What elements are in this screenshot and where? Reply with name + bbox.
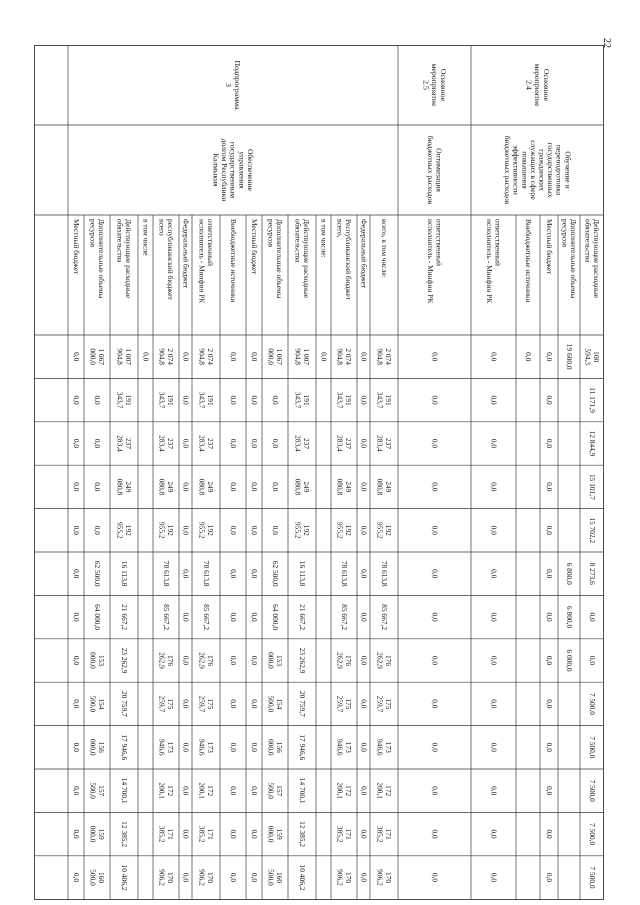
- cell-value: 0,0: [544, 742, 554, 752]
- header-value: 7 500,0: [587, 736, 597, 759]
- cell-value: 78 613,8: [201, 560, 211, 587]
- cell-value: 62 500,0: [92, 560, 102, 587]
- cell-value: 12 385,2: [297, 821, 307, 848]
- cell-value: 191343,7: [115, 391, 133, 409]
- cell-value: 0,0: [249, 569, 259, 579]
- cell-value: 0,0: [359, 872, 369, 883]
- cell-value: 0,0: [249, 438, 259, 449]
- cell-value: 237283,4: [375, 435, 393, 452]
- cell-value: 0,0: [489, 438, 499, 449]
- row-label: Федеральный бюджет: [181, 219, 191, 289]
- cell-value: 0,0: [228, 742, 238, 752]
- cell-value: 171385,2: [335, 825, 353, 843]
- row-label: ответственныйисполнитель - Минфин РК: [197, 219, 215, 304]
- row-label: Дополнительные объемыресурсов: [88, 219, 106, 299]
- cell-value: 0,0: [544, 655, 554, 666]
- cell-value: 192955,2: [335, 521, 353, 539]
- cell-value: 159000,0: [266, 825, 284, 843]
- cell-value: 0,0: [71, 438, 81, 449]
- cell-value: 0,0: [544, 482, 554, 492]
- cell-value: 0,0: [228, 352, 238, 362]
- cell-value: 192955,2: [197, 521, 215, 539]
- cell-value: 0,0: [544, 786, 554, 796]
- cell-value: 0,0: [489, 395, 499, 405]
- header-value: 0,0: [587, 612, 597, 622]
- cell-value: 0,0: [249, 395, 259, 405]
- cell-value: 249080,8: [335, 478, 353, 496]
- cell-value: 191343,7: [157, 391, 175, 409]
- cell-value: 0,0: [71, 742, 81, 752]
- section-code: Подпрограмма3: [224, 60, 242, 110]
- cell-value: 0,0: [71, 829, 81, 839]
- cell-value: 0,0: [181, 438, 191, 449]
- cell-value: 157500,0: [88, 782, 106, 800]
- cell-value: 0,0: [71, 655, 81, 666]
- header-value: 6 800,0: [564, 562, 574, 585]
- cell-value: 171385,2: [375, 825, 393, 843]
- cell-value: 14 700,1: [119, 777, 129, 804]
- cell-value: 0,0: [181, 395, 191, 405]
- cell-value: 237283,4: [197, 435, 215, 452]
- cell-value: 0,0: [489, 872, 499, 883]
- row-label: Действующие расходныеобязательства: [115, 219, 133, 299]
- cell-value: 0,0: [430, 786, 440, 796]
- section-name: Оптимизациябюджетных расходов: [425, 135, 444, 205]
- cell-value: 1 007904,8: [293, 348, 311, 366]
- cell-value: 249080,8: [375, 478, 393, 496]
- cell-value: 0,0: [430, 655, 440, 666]
- cell-value: 0,0: [489, 525, 499, 535]
- cell-value: 175259,7: [197, 695, 215, 713]
- cell-value: 0,0: [228, 655, 238, 666]
- cell-value: 0,0: [544, 612, 554, 622]
- cell-value: 0,0: [544, 829, 554, 839]
- cell-value: 0,0: [270, 438, 280, 449]
- cell-value: 173946,6: [197, 738, 215, 756]
- cell-value: 173946,6: [335, 738, 353, 756]
- header-value: 7 500,0: [587, 692, 597, 715]
- cell-value: 249080,8: [293, 478, 311, 496]
- cell-value: 10 406,2: [297, 864, 307, 891]
- cell-value: 0,0: [489, 655, 499, 666]
- cell-value: 0,0: [71, 872, 81, 883]
- cell-value: 157500,0: [266, 782, 284, 800]
- cell-value: 0,0: [544, 395, 554, 405]
- row-label: Дополнительные объемыресурсов: [266, 219, 284, 299]
- cell-value: 14 700,1: [297, 777, 307, 804]
- cell-value: 237283,4: [157, 435, 175, 452]
- header-value: 8 273,6: [587, 562, 597, 585]
- row-label: республиканский бюджетвсего: [157, 219, 175, 300]
- row-label: ответственныйисполнитель - Минфин РК: [426, 219, 444, 304]
- cell-value: 0,0: [181, 742, 191, 752]
- header-value: 6 000,0: [564, 649, 574, 672]
- cell-value: 0,0: [430, 612, 440, 622]
- cell-value: 153000,0: [266, 652, 284, 669]
- cell-value: 85 667,2: [201, 604, 211, 631]
- cell-value: 0,0: [359, 438, 369, 449]
- cell-value: 0,0: [489, 829, 499, 839]
- cell-value: 160500,0: [266, 869, 284, 886]
- cell-value: 12 385,2: [119, 821, 129, 848]
- cell-value: 175259,7: [335, 695, 353, 713]
- header-value: 19 600,0: [564, 343, 574, 370]
- cell-value: 0,0: [430, 872, 440, 883]
- cell-value: 0,0: [430, 482, 440, 492]
- cell-value: 191343,7: [197, 391, 215, 409]
- cell-value: 0,0: [544, 525, 554, 535]
- cell-value: 0,0: [489, 352, 499, 362]
- cell-value: 175259,7: [375, 695, 393, 713]
- header-value: 100594,3: [583, 348, 601, 366]
- cell-value: 0,0: [71, 525, 81, 535]
- cell-value: 64 000,0: [92, 604, 102, 631]
- cell-value: 23 262,9: [119, 647, 129, 674]
- cell-value: 176262,9: [375, 652, 393, 669]
- cell-value: 2 074904,8: [157, 348, 175, 366]
- header-value: 11 171,9: [587, 387, 597, 413]
- header-row-label: Дополнительные объемыресурсов: [560, 219, 578, 299]
- row-label: Внебюджетные источники: [228, 219, 238, 303]
- cell-value: 192955,2: [157, 521, 175, 539]
- cell-value: 0,0: [249, 829, 259, 839]
- cell-value: 0,0: [228, 872, 238, 883]
- cell-value: 0,0: [430, 438, 440, 449]
- cell-value: 0,0: [359, 742, 369, 752]
- header-value: 7 500,0: [587, 779, 597, 802]
- cell-value: 0,0: [92, 395, 102, 405]
- cell-value: 85 667,2: [161, 604, 171, 631]
- cell-value: 0,0: [489, 786, 499, 796]
- budget-table: [34, 45, 604, 900]
- cell-value: 17 946,6: [119, 734, 129, 761]
- row-label: Местный бюджет: [544, 219, 554, 275]
- cell-value: 0,0: [181, 829, 191, 839]
- section-code: Основноемероприятие2.4: [524, 63, 551, 107]
- cell-value: 153000,0: [88, 652, 106, 669]
- cell-value: 20 759,7: [119, 690, 129, 717]
- cell-value: 0,0: [544, 872, 554, 883]
- cell-value: 62 500,0: [270, 560, 280, 587]
- cell-value: 170906,2: [197, 869, 215, 886]
- cell-value: 85 667,2: [339, 604, 349, 631]
- cell-value: 0,0: [181, 872, 191, 883]
- cell-value: 249080,8: [115, 478, 133, 496]
- cell-value: 0,0: [228, 699, 238, 709]
- cell-value: 0,0: [359, 395, 369, 405]
- cell-value: 173946,6: [157, 738, 175, 756]
- cell-value: 192955,2: [375, 521, 393, 539]
- cell-value: 0,0: [489, 699, 499, 709]
- cell-value: 171385,2: [157, 825, 175, 843]
- cell-value: 170906,2: [335, 869, 353, 886]
- cell-value: 2 074904,8: [197, 348, 215, 366]
- header-value: 6 800,0: [564, 606, 574, 629]
- cell-value: 237283,4: [335, 435, 353, 452]
- cell-value: 173946,6: [375, 738, 393, 756]
- cell-value: 175259,7: [157, 695, 175, 713]
- row-label: в том числе: [141, 219, 151, 256]
- cell-value: 1 067000,0: [266, 348, 284, 366]
- cell-value: 0,0: [71, 699, 81, 709]
- row-label: в том числе:: [319, 219, 329, 258]
- cell-value: 154500,0: [88, 695, 106, 713]
- header-row-label: Действующие расходныеобязательства: [583, 219, 601, 299]
- cell-value: 0,0: [92, 482, 102, 492]
- cell-value: 0,0: [181, 569, 191, 579]
- cell-value: 0,0: [359, 525, 369, 535]
- cell-value: 0,0: [228, 569, 238, 579]
- cell-value: 0,0: [71, 395, 81, 405]
- cell-value: 21 667,2: [119, 604, 129, 631]
- header-value: 0,0: [587, 655, 597, 666]
- cell-value: 192955,2: [293, 521, 311, 539]
- cell-value: 0,0: [489, 569, 499, 579]
- cell-value: 154500,0: [266, 695, 284, 713]
- cell-value: 78 613,8: [339, 560, 349, 587]
- cell-value: 17 946,6: [297, 734, 307, 761]
- row-label: Действующие расходныеобязательства: [293, 219, 311, 299]
- cell-value: 159000,0: [88, 825, 106, 843]
- cell-value: 0,0: [71, 569, 81, 579]
- cell-value: 0,0: [249, 742, 259, 752]
- cell-value: 0,0: [141, 352, 151, 362]
- cell-value: 192955,2: [115, 521, 133, 539]
- cell-value: 0,0: [359, 482, 369, 492]
- row-label: ответственныйисполнитель - Минфин РК: [485, 219, 503, 304]
- header-value: 15 702,2: [587, 517, 597, 544]
- cell-value: 172200,1: [157, 782, 175, 800]
- cell-value: 85 667,2: [379, 604, 389, 631]
- cell-value: 0,0: [181, 786, 191, 796]
- cell-value: 156000,0: [88, 738, 106, 756]
- row-label: всего, в том числе:: [379, 219, 389, 278]
- cell-value: 78 613,8: [161, 560, 171, 587]
- cell-value: 21 667,2: [297, 604, 307, 631]
- cell-value: 0,0: [270, 482, 280, 492]
- cell-value: 0,0: [228, 612, 238, 622]
- cell-value: 0,0: [430, 742, 440, 752]
- cell-value: 0,0: [359, 655, 369, 666]
- cell-value: 10 406,2: [119, 864, 129, 891]
- section-name: Обеспечениеуправлениягосударственнымдолгом РеспубликиКалмыкия: [211, 138, 255, 202]
- cell-value: 78 613,8: [379, 560, 389, 587]
- cell-value: 0,0: [544, 699, 554, 709]
- cell-value: 0,0: [228, 786, 238, 796]
- cell-value: 237283,4: [293, 435, 311, 452]
- cell-value: 0,0: [249, 655, 259, 666]
- cell-value: 0,0: [359, 612, 369, 622]
- page-number: 22: [601, 38, 612, 48]
- cell-value: 0,0: [270, 395, 280, 405]
- section-name: Обучение ипереподготовкагосударственныхгражданскихслужащих в сфереповышенияэффективностибюджетных расходов: [503, 135, 573, 205]
- cell-value: 0,0: [71, 786, 81, 796]
- cell-value: 191343,7: [293, 391, 311, 409]
- cell-value: 0,0: [228, 395, 238, 405]
- cell-value: 0,0: [270, 525, 280, 535]
- header-value: 7 500,0: [587, 823, 597, 846]
- cell-value: 0,0: [544, 438, 554, 449]
- cell-value: 0,0: [181, 525, 191, 535]
- cell-value: 0,0: [430, 395, 440, 405]
- cell-value: 0,0: [71, 352, 81, 362]
- section-code: Основноемероприятие2.5: [421, 63, 448, 107]
- cell-value: 170906,2: [375, 869, 393, 886]
- cell-value: 0,0: [71, 612, 81, 622]
- cell-value: 176262,9: [335, 652, 353, 669]
- cell-value: 156000,0: [266, 738, 284, 756]
- cell-value: 0,0: [181, 699, 191, 709]
- cell-value: 0,0: [359, 569, 369, 579]
- cell-value: 2 074904,8: [335, 348, 353, 366]
- cell-value: 0,0: [92, 525, 102, 535]
- cell-value: 0,0: [181, 482, 191, 492]
- cell-value: 0,0: [319, 352, 329, 362]
- cell-value: 0,0: [249, 352, 259, 362]
- cell-value: 0,0: [359, 699, 369, 709]
- cell-value: 0,0: [359, 352, 369, 362]
- cell-value: 0,0: [430, 829, 440, 839]
- cell-value: 237283,4: [115, 435, 133, 452]
- cell-value: 249080,8: [157, 478, 175, 496]
- cell-value: 0,0: [181, 655, 191, 666]
- cell-value: 0,0: [181, 612, 191, 622]
- cell-value: 0,0: [359, 786, 369, 796]
- header-value: 7 500,0: [587, 866, 597, 889]
- cell-value: 0,0: [544, 352, 554, 362]
- cell-value: 64 000,0: [270, 604, 280, 631]
- cell-value: 16 113,8: [119, 560, 129, 587]
- cell-value: 1 007904,8: [115, 348, 133, 366]
- cell-value: 172200,1: [197, 782, 215, 800]
- header-value: 15 101,7: [587, 473, 597, 500]
- row-label: Республиканский бюджетвсего,: [335, 219, 353, 301]
- cell-value: 0,0: [228, 829, 238, 839]
- cell-value: 0,0: [249, 699, 259, 709]
- cell-value: 0,0: [430, 699, 440, 709]
- cell-value: 0,0: [228, 525, 238, 535]
- cell-value: 0,0: [249, 786, 259, 796]
- cell-value: 2 074904,8: [375, 348, 393, 366]
- row-label: Федеральный бюджет: [359, 219, 369, 289]
- cell-value: 0,0: [249, 525, 259, 535]
- cell-value: 0,0: [228, 482, 238, 492]
- cell-value: 0,0: [249, 482, 259, 492]
- cell-value: 0,0: [544, 569, 554, 579]
- cell-value: 0,0: [71, 482, 81, 492]
- cell-value: 160500,0: [88, 869, 106, 886]
- cell-value: 0,0: [359, 829, 369, 839]
- cell-value: 0,0: [489, 612, 499, 622]
- cell-value: 0,0: [249, 872, 259, 883]
- cell-value: 0,0: [430, 352, 440, 362]
- cell-value: 0,0: [249, 612, 259, 622]
- cell-value: 0,0: [228, 438, 238, 449]
- header-value: 12 844,9: [587, 430, 597, 457]
- cell-value: 176262,9: [197, 652, 215, 669]
- cell-value: 191343,7: [335, 391, 353, 409]
- cell-value: 1 067000,0: [88, 348, 106, 366]
- cell-value: 170906,2: [157, 869, 175, 886]
- cell-value: 16 113,8: [297, 560, 307, 587]
- cell-value: 176262,9: [157, 652, 175, 669]
- cell-value: 191343,7: [375, 391, 393, 409]
- cell-value: 172200,1: [335, 782, 353, 800]
- cell-value: 0,0: [430, 569, 440, 579]
- cell-value: 0,0: [181, 352, 191, 362]
- cell-value: 172200,1: [375, 782, 393, 800]
- cell-value: 0,0: [92, 438, 102, 449]
- cell-value: 0,0: [523, 352, 533, 362]
- cell-value: 171385,2: [197, 825, 215, 843]
- row-label: Внебюджетные источники: [523, 219, 533, 303]
- cell-value: 20 759,7: [297, 690, 307, 717]
- cell-value: 249080,8: [197, 478, 215, 496]
- cell-value: 0,0: [489, 482, 499, 492]
- cell-value: 23 262,9: [297, 647, 307, 674]
- budget-table-grid: [34, 45, 604, 900]
- row-label: Местный бюджет: [71, 219, 81, 275]
- cell-value: 0,0: [430, 525, 440, 535]
- row-label: Местный бюджет: [249, 219, 259, 275]
- cell-value: 0,0: [489, 742, 499, 752]
